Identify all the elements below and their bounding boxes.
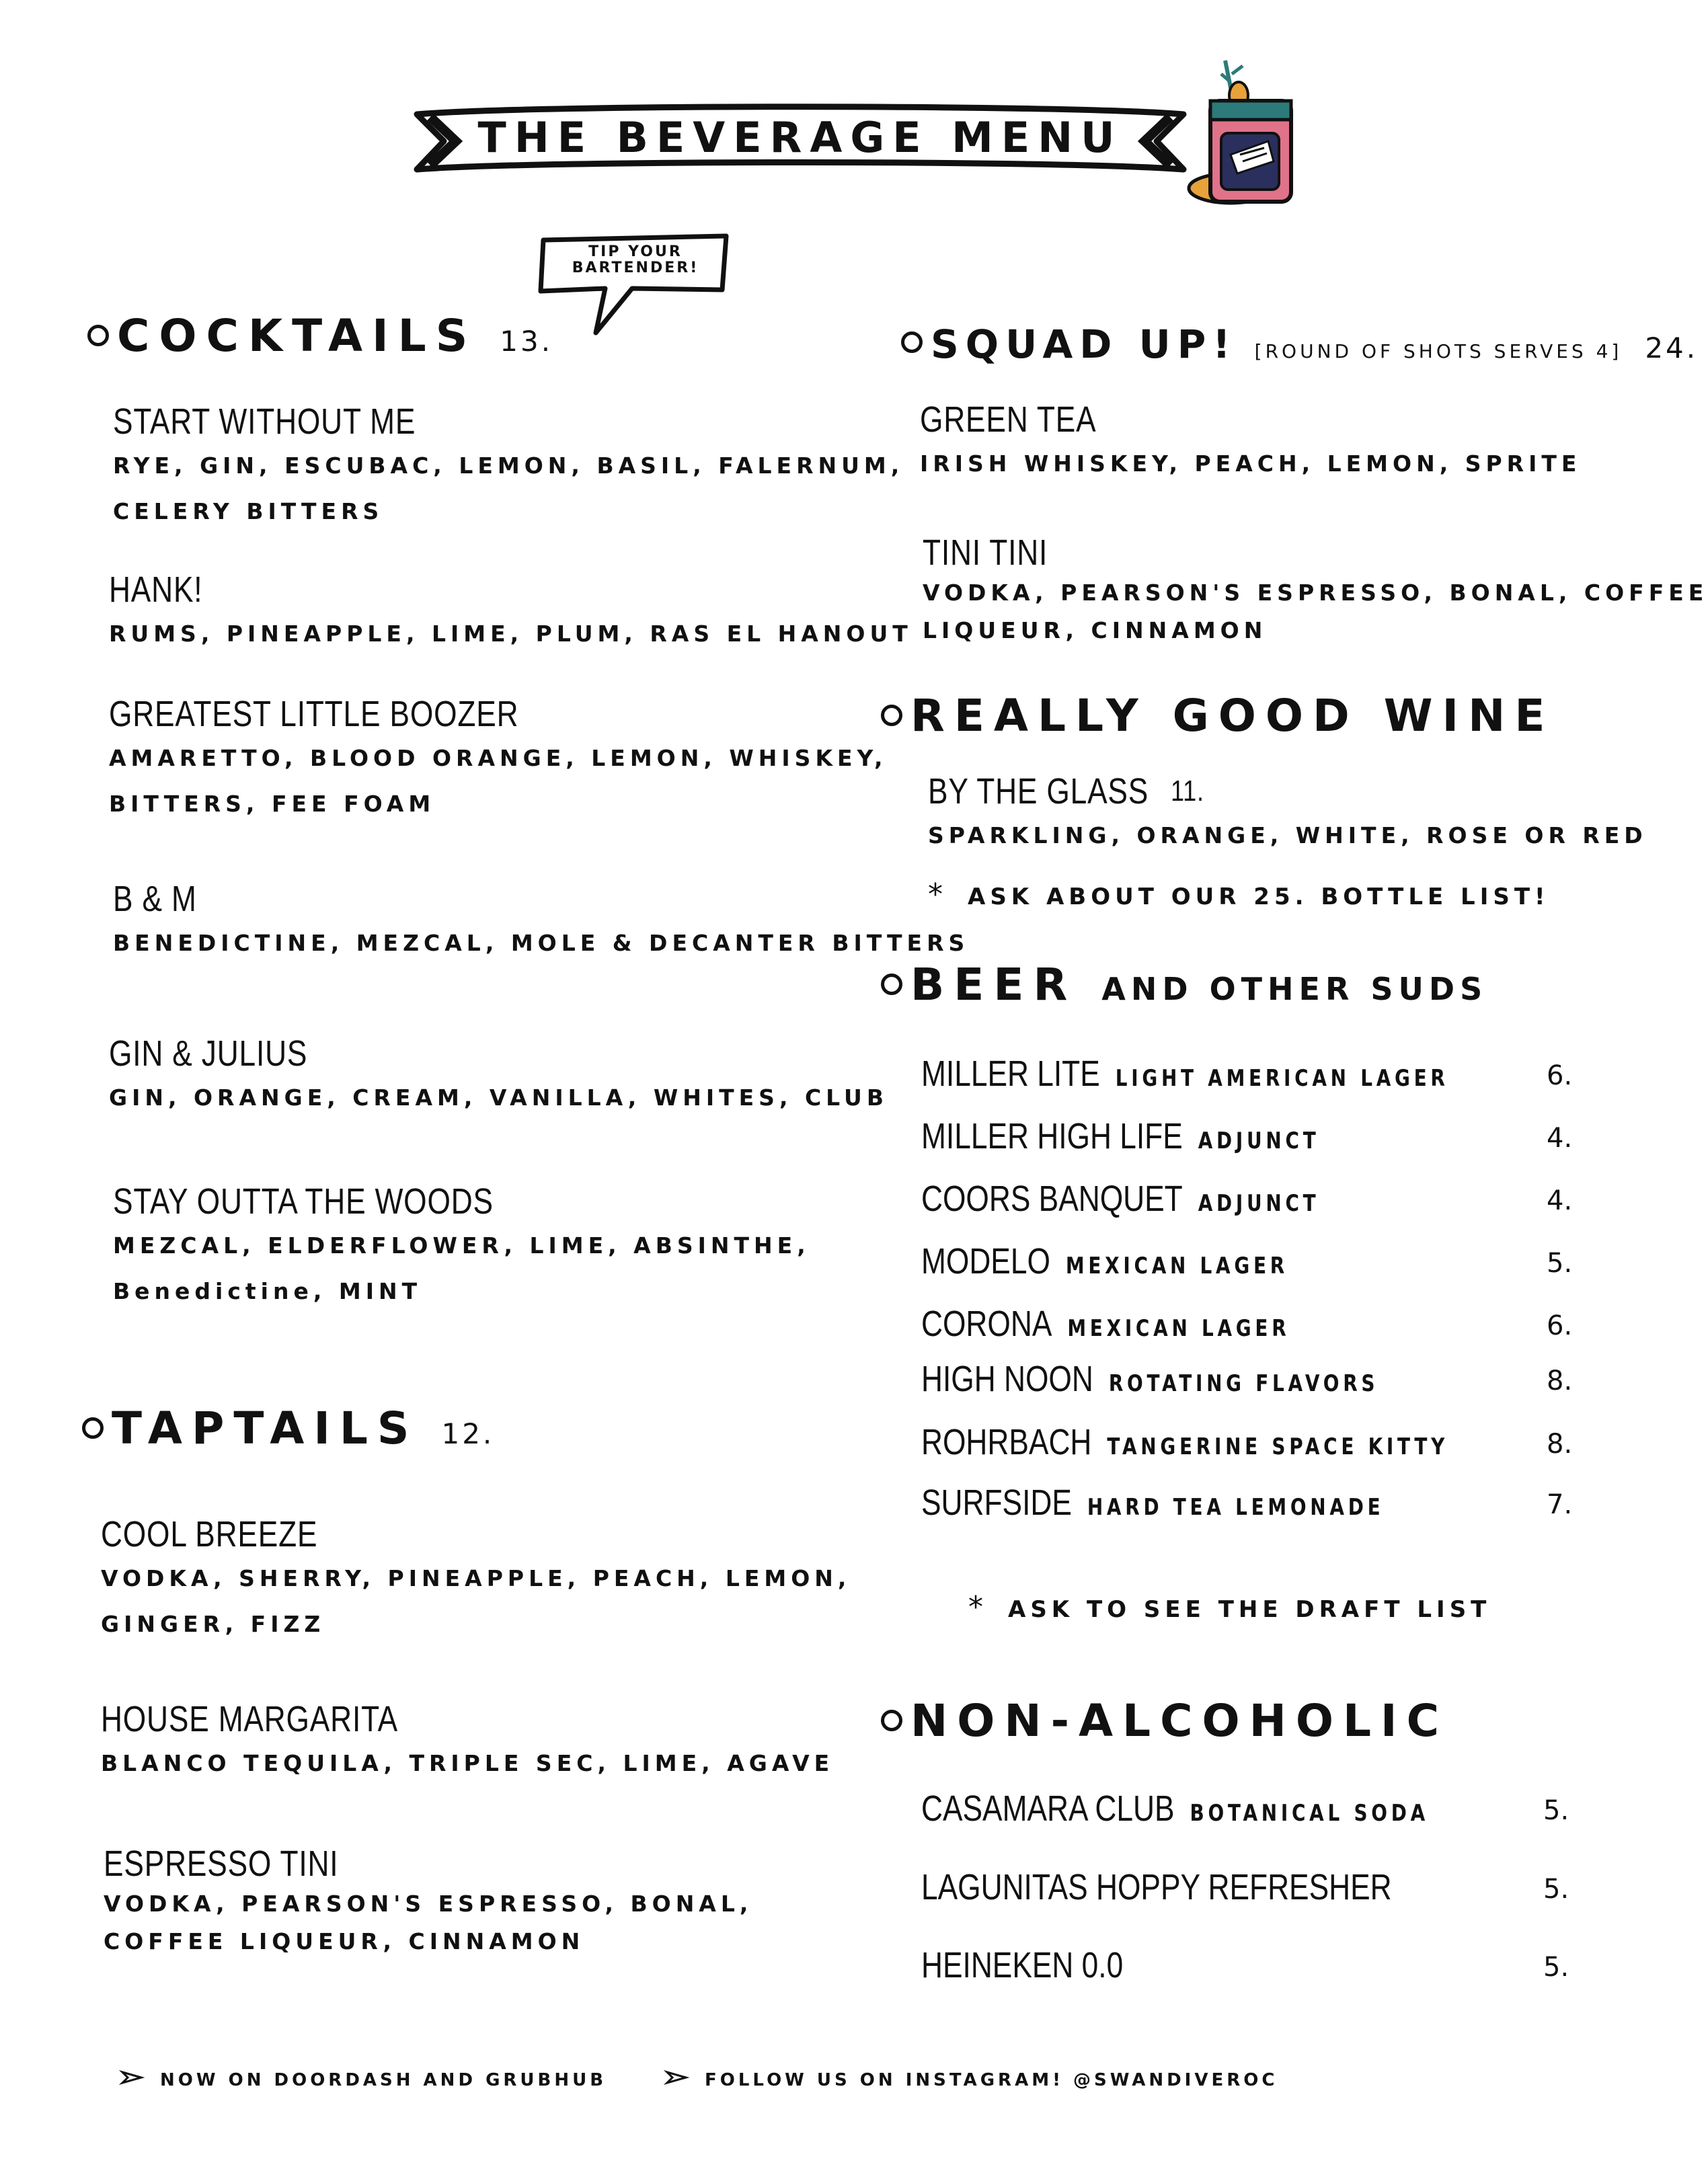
beer-name: HIGH NOON <box>921 1359 1093 1399</box>
cocktail-glass-icon <box>1183 54 1298 222</box>
bullet-icon <box>881 705 902 726</box>
squad-note: [ROUND OF SHOTS SERVES 4] <box>1254 340 1623 362</box>
na-row <box>921 1942 1594 1995</box>
beer-row <box>921 1050 1594 1104</box>
item-desc: BLANCO TEQUILA, TRIPLE SEC, LIME, AGAVE <box>101 1750 834 1776</box>
item-desc: BITTERS, FEE FOAM <box>109 791 436 817</box>
cocktails-title: COCKTAILS <box>117 310 477 362</box>
cocktails-heading <box>87 309 553 368</box>
title-banner <box>403 94 1197 182</box>
footer-delivery-text: NOW ON DOORDASH AND GRUBHUB <box>160 2070 607 2090</box>
cocktail-item <box>113 400 904 535</box>
taptail-item <box>101 1513 851 1647</box>
cocktail-item <box>113 877 969 966</box>
squad-heading <box>901 316 1698 379</box>
beer-style: LIGHT AMERICAN LAGER <box>1115 1065 1449 1092</box>
beer-price: 6. <box>1547 1060 1573 1091</box>
beer-row <box>921 1238 1594 1292</box>
asterisk-icon: * <box>968 1590 988 1624</box>
item-desc: BENEDICTINE, MEZCAL, MOLE & DECANTER BITTERS <box>113 930 970 956</box>
beer-price: 8. <box>1547 1366 1573 1396</box>
item-desc: CELERY BITTERS <box>113 498 384 524</box>
item-desc: RYE, GIN, ESCUBAC, LEMON, BASIL, FALERNUM, <box>113 452 904 479</box>
bottle-note <box>928 877 1550 912</box>
item-price: 11. <box>1170 775 1204 807</box>
item-desc: RUMS, PINEAPPLE, LIME, PLUM, RAS EL HANOUT <box>109 621 913 647</box>
non-alcoholic-heading <box>881 1694 1448 1748</box>
beer-style: TANGERINE SPACE KITTY <box>1107 1433 1449 1460</box>
beer-price: 6. <box>1547 1310 1573 1341</box>
item-name: STAY OUTTA THE WOODS <box>113 1181 494 1222</box>
cocktail-item <box>109 1032 888 1121</box>
taptails-title: TAPTAILS <box>112 1402 419 1454</box>
beer-row <box>921 1479 1594 1533</box>
bullet-icon <box>881 974 902 995</box>
beer-name: SURFSIDE <box>921 1482 1072 1523</box>
na-style: BOTANICAL SODA <box>1190 1800 1429 1827</box>
draft-note-text: ASK TO SEE THE DRAFT LIST <box>1008 1596 1491 1623</box>
draft-note <box>968 1590 1491 1624</box>
na-price: 5. <box>1543 1874 1569 1905</box>
beer-style: ADJUNCT <box>1198 1128 1320 1154</box>
beer-price: 7. <box>1547 1489 1573 1520</box>
cocktail-item <box>113 1180 810 1314</box>
taptail-item <box>101 1698 834 1786</box>
item-desc: MEZCAL, ELDERFLOWER, LIME, ABSINTHE, <box>113 1232 810 1259</box>
bullet-icon <box>881 1710 902 1731</box>
na-price: 5. <box>1543 1952 1569 1983</box>
taptails-price: 12. <box>441 1417 495 1450</box>
item-desc: IRISH WHISKEY, PEACH, LEMON, SPRITE <box>920 450 1582 477</box>
beer-name: MILLER LITE <box>921 1054 1100 1094</box>
beer-heading <box>881 958 1487 1016</box>
footer-delivery <box>121 2069 607 2090</box>
tip-speech-bubble <box>531 232 733 340</box>
arrow-icon <box>666 2069 689 2090</box>
item-desc: SPARKLING, ORANGE, WHITE, ROSE OR RED <box>928 822 1647 848</box>
non-alcoholic-title: NON-ALCOHOLIC <box>910 1695 1449 1747</box>
beer-style: ROTATING FLAVORS <box>1108 1370 1379 1397</box>
beer-row <box>921 1175 1594 1229</box>
item-name: START WITHOUT ME <box>113 401 416 442</box>
item-desc: VODKA, PEARSON'S ESPRESSO, BONAL, COFFEE <box>923 580 1708 606</box>
bottle-note-text: ASK ABOUT OUR 25. BOTTLE LIST! <box>968 883 1550 910</box>
item-name: B & M <box>113 879 197 919</box>
item-desc: Benedictine, MINT <box>113 1278 422 1304</box>
item-name: GREEN TEA <box>920 399 1097 440</box>
cocktails-price: 13. <box>500 325 553 358</box>
beer-title: BEER <box>910 959 1077 1011</box>
beer-row <box>921 1419 1594 1472</box>
asterisk-icon: * <box>928 877 947 912</box>
beer-price: 4. <box>1547 1185 1573 1216</box>
beer-style: ADJUNCT <box>1198 1190 1320 1217</box>
beer-price: 5. <box>1547 1248 1573 1279</box>
na-price: 5. <box>1543 1795 1569 1826</box>
wine-glass-item <box>928 770 1647 859</box>
beer-row <box>921 1355 1594 1409</box>
beer-name: COORS BANQUET <box>921 1179 1183 1219</box>
beer-style: MEXICAN LAGER <box>1067 1315 1290 1342</box>
beer-style: MEXICAN LAGER <box>1065 1253 1288 1279</box>
beer-name: MODELO <box>921 1241 1050 1281</box>
item-desc: GINGER, FIZZ <box>101 1611 325 1637</box>
beer-subtitle: AND OTHER SUDS <box>1101 971 1488 1007</box>
beer-row <box>921 1113 1594 1166</box>
menu-title: THE BEVERAGE MENU <box>477 113 1123 162</box>
wine-heading <box>881 689 1554 743</box>
cocktail-item <box>109 568 913 657</box>
na-name: HEINEKEN 0.0 <box>921 1945 1124 1985</box>
item-desc: COFFEE LIQUEUR, CINNAMON <box>104 1928 585 1954</box>
beer-name: CORONA <box>921 1304 1052 1344</box>
bullet-icon <box>82 1417 104 1439</box>
item-desc: LIQUEUR, CINNAMON <box>923 617 1268 643</box>
na-name: LAGUNITAS HOPPY REFRESHER <box>921 1867 1392 1907</box>
item-name: GIN & JULIUS <box>109 1033 308 1074</box>
item-name: BY THE GLASS <box>928 771 1149 812</box>
taptails-heading <box>82 1402 494 1461</box>
beer-style: HARD TEA LEMONADE <box>1087 1494 1385 1521</box>
squad-price: 24. <box>1645 331 1699 364</box>
na-row <box>921 1864 1594 1917</box>
item-name: TINI TINI <box>923 532 1048 573</box>
item-name: COOL BREEZE <box>101 1514 318 1554</box>
item-name: HANK! <box>109 569 203 610</box>
squad-item <box>920 398 1581 487</box>
arrow-icon <box>121 2069 144 2090</box>
tip-line-1: TIP YOUR <box>588 243 683 260</box>
na-row <box>921 1785 1594 1839</box>
na-name: CASAMARA CLUB <box>921 1788 1175 1829</box>
footer-instagram <box>666 2069 1278 2090</box>
beer-price: 4. <box>1547 1123 1573 1154</box>
bullet-icon <box>87 325 109 346</box>
beer-name: ROHRBACH <box>921 1422 1092 1462</box>
item-name: HOUSE MARGARITA <box>101 1699 399 1739</box>
cocktail-item <box>109 693 888 827</box>
tip-line-2: BARTENDER! <box>572 260 699 276</box>
item-desc: GIN, ORANGE, CREAM, VANILLA, WHITES, CLUB <box>109 1084 888 1111</box>
item-desc: VODKA, PEARSON'S ESPRESSO, BONAL, <box>104 1891 753 1917</box>
item-name: GREATEST LITTLE BOOZER <box>109 694 519 734</box>
footer-instagram-text: FOLLOW US ON INSTAGRAM! @SWANDIVEROC <box>705 2070 1278 2090</box>
beer-row <box>921 1300 1594 1354</box>
beer-price: 8. <box>1547 1429 1573 1460</box>
item-desc: AMARETTO, BLOOD ORANGE, LEMON, WHISKEY, <box>109 745 888 771</box>
squad-item <box>923 531 1708 649</box>
bullet-icon <box>901 331 923 353</box>
beer-name: MILLER HIGH LIFE <box>921 1116 1183 1156</box>
item-desc: VODKA, SHERRY, PINEAPPLE, PEACH, LEMON, <box>101 1565 851 1591</box>
wine-title: REALLY GOOD WINE <box>910 690 1555 742</box>
item-name: ESPRESSO TINI <box>104 1844 339 1884</box>
squad-title: SQUAD UP! <box>931 321 1237 367</box>
taptail-item <box>104 1842 752 1961</box>
